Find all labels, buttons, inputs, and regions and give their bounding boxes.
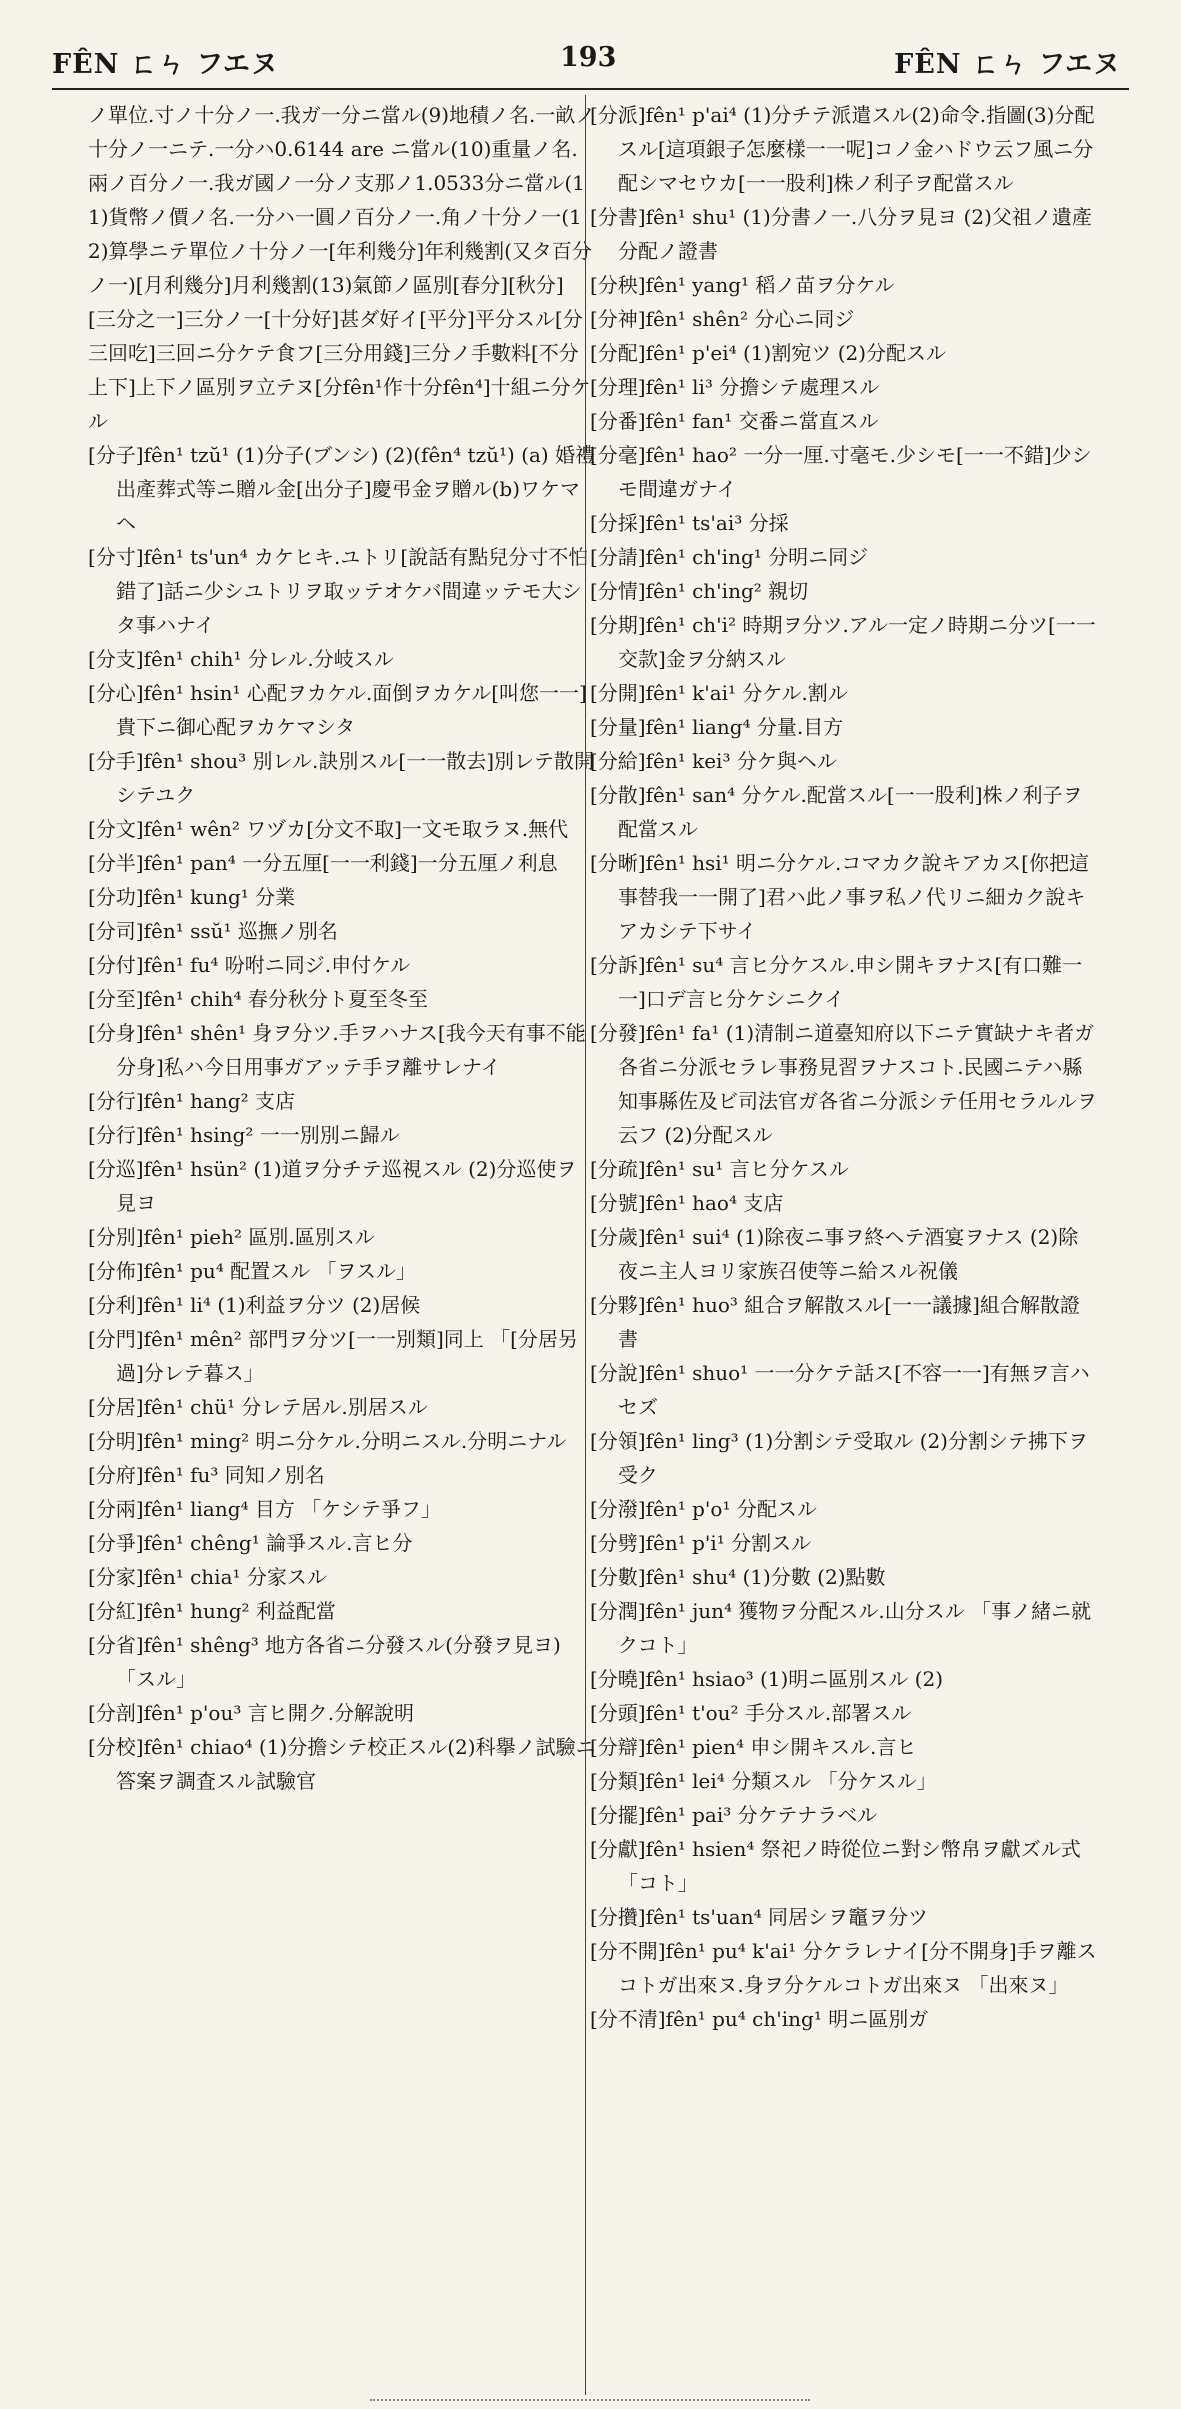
dictionary-entry: [分不開]fên¹ pu⁴ k'ai¹ 分ケラレナイ[分不開身]手ヲ離スコトガ出來ヌ.身ヲ分ケルコトガ出來ヌ 「出來ヌ」: [590, 1939, 1097, 1997]
dictionary-entry: [分書]fên¹ shu¹ (1)分書ノ一.八分ヲ見ヨ (2)父祖ノ遺產分配ノ證書: [590, 205, 1092, 263]
dictionary-entry: [分佈]fên¹ pu⁴ 配置スル 「ヲスル」: [88, 1259, 416, 1283]
dictionary-entry: [分半]fên¹ pan⁴ 一分五厘[一一利錢]一分五厘ノ利息: [88, 851, 558, 875]
dictionary-entry: [分攢]fên¹ ts'uan⁴ 同居シヲ竈ヲ分ツ: [590, 1905, 928, 1929]
dictionary-entry: [分晰]fên¹ hsi¹ 明ニ分ケル.コマカク說キアカス[你把這事替我一一開了]君ハ此ノ事ヲ私ノ代リニ細カク說キアカシテ下サイ: [590, 851, 1089, 943]
dictionary-entry: [分夥]fên¹ huo³ 組合ヲ解散スル[一一議據]組合解散證書: [590, 1293, 1080, 1351]
dictionary-entry: [分採]fên¹ ts'ai³ 分採: [590, 511, 789, 535]
dictionary-entry: [分給]fên¹ kei³ 分ケ與ヘル: [590, 749, 837, 773]
dictionary-entry: [分剖]fên¹ p'ou³ 言ヒ開ク.分解說明: [88, 1701, 415, 1725]
dictionary-entry: [分支]fên¹ chih¹ 分レル.分岐スル: [88, 647, 394, 671]
header-right-guide-word: FÊN ㄈㄣ フエヌ: [894, 49, 1121, 80]
dictionary-entry: [分門]fên¹ mên² 部門ヲ分ツ[一一別類]同上 「[分居另過]分レテ暮ス」: [88, 1327, 578, 1385]
dictionary-entry: [分歲]fên¹ sui⁴ (1)除夜ニ事ヲ終ヘテ酒宴ヲナス (2)除夜ニ主人ヨリ家族召使等ニ給スル祝儀: [590, 1225, 1079, 1283]
dictionary-entry: [分子]fên¹ tzŭ¹ (1)分子(ブンシ) (2)(fên⁴ tzŭ¹) (a) 婚禮出產葬式等ニ贈ル金[出分子]慶弔金ヲ贈ル(b)ワケマヘ: [88, 443, 596, 535]
dictionary-entry: [分行]fên¹ hsing² 一一別別ニ歸ル: [88, 1123, 400, 1147]
dictionary-entry: [分情]fên¹ ch'ing² 親切: [590, 579, 809, 603]
dictionary-entry: [分發]fên¹ fa¹ (1)清制ニ道臺知府以下ニテ實缺ナキ者ガ各省ニ分派セラレ事務見習ヲナスコト.民國ニテハ縣知事縣佐及ビ司法官ガ各省ニ分派シテ任用セラルルヲ云フ (2)分配スル: [590, 1021, 1097, 1147]
dictionary-entry: [分領]fên¹ ling³ (1)分割シテ受取ル (2)分割シテ拂下ヲ受ク: [590, 1429, 1088, 1487]
dictionary-entry: [分功]fên¹ kung¹ 分業: [88, 885, 296, 909]
dictionary-entry: ノ單位.寸ノ十分ノ一.我ガ一分ニ當ル(9)地積ノ名.一畝ノ十分ノ一ニテ.一分ハ0.6144 are ニ當ル(10)重量ノ名.兩ノ百分ノ一.我ガ國ノ一分ノ支那ノ1.0533分ニ當ル(11)貨幣ノ價ノ名.一分ハ一圓ノ百分ノ一.角ノ十分ノ一(12)算學ニテ單位ノ十分ノ一[年利幾分]年利幾割(又タ百分ノ一)[月利幾分]月利幾割(13)氣節ノ區別[春分][秋分] [三分之一]三分ノ一[十分好]甚ダ好イ[平分]平分スル[分三回吃]三回ニ分ケテ食フ[三分用錢]三分ノ手數料[不分上下]上下ノ區別ヲ立テヌ[分fên¹作十分fên⁴]十組ニ分ケル: [88, 103, 596, 433]
dictionary-entry: [分數]fên¹ shu⁴ (1)分數 (2)點數: [590, 1565, 886, 1589]
dictionary-entry: [分頭]fên¹ t'ou² 手分スル.部署スル: [590, 1701, 912, 1725]
dictionary-entry: [分紅]fên¹ hung² 利益配當: [88, 1599, 336, 1623]
dictionary-entry: [分擺]fên¹ pai³ 分ケテナラベル: [590, 1803, 878, 1827]
left-column: [88, 98, 596, 2398]
dictionary-entry: [分心]fên¹ hsin¹ 心配ヲカケル.面倒ヲカケル[叫您一一]貴下ニ御心配ヲカケマシタ: [88, 681, 587, 739]
dictionary-entry: [分曉]fên¹ hsiao³ (1)明ニ區別スル (2): [590, 1667, 943, 1691]
dictionary-entry: [分寸]fên¹ ts'un⁴ カケヒキ.ユトリ[說話有點兒分寸不怕錯了]話ニ少シユトリヲ取ッテオケバ間違ッテモ大シタ事ハナイ: [88, 545, 589, 637]
dictionary-entry: [分至]fên¹ chih⁴ 春分秋分ト夏至冬至: [88, 987, 428, 1011]
dictionary-entry: [分府]fên¹ fu³ 同知ノ別名: [88, 1463, 325, 1487]
dictionary-entry: [分量]fên¹ liang⁴ 分量.目方: [590, 715, 844, 739]
dictionary-entry: [分付]fên¹ fu⁴ 吩咐ニ同ジ.申付ケル: [88, 953, 411, 977]
dictionary-entry: [分潤]fên¹ jun⁴ 獲物ヲ分配スル.山分スル 「事ノ緒ニ就クコト」: [590, 1599, 1092, 1657]
dictionary-entry: [分疏]fên¹ su¹ 言ヒ分ケスル: [590, 1157, 849, 1181]
dictionary-entry: [分巡]fên¹ hsün² (1)道ヲ分チテ巡視スル (2)分巡使ヲ見ヨ: [88, 1157, 577, 1215]
dictionary-entry: [分省]fên¹ shêng³ 地方各省ニ分發スル(分發ヲ見ヨ) 「スル」: [88, 1633, 561, 1691]
dictionary-entry: [分類]fên¹ lei⁴ 分類スル 「分ケスル」: [590, 1769, 937, 1793]
dictionary-entry: [分行]fên¹ hang² 支店: [88, 1089, 295, 1113]
dictionary-entry: [分秧]fên¹ yang¹ 稻ノ苗ヲ分ケル: [590, 273, 895, 297]
dictionary-entry: [分不清]fên¹ pu⁴ ch'ing¹ 明ニ區別ガ: [590, 2007, 929, 2031]
dictionary-entry: [分明]fên¹ ming² 明ニ分ケル.分明ニスル.分明ニナル: [88, 1429, 567, 1453]
dictionary-entry: [分兩]fên¹ liang⁴ 目方 「ケシテ爭フ」: [88, 1497, 441, 1521]
dictionary-entry: [分毫]fên¹ hao² 一分一厘.寸毫モ.少シモ[一一不錯]少シモ間違ガナイ: [590, 443, 1092, 501]
dictionary-entry: [分手]fên¹ shou³ 別レル.訣別スル[一一散去]別レテ散開シテユク: [88, 749, 595, 807]
dictionary-entry: [分番]fên¹ fan¹ 交番ニ當直スル: [590, 409, 879, 433]
dictionary-entry: [分開]fên¹ k'ai¹ 分ケル.割ル: [590, 681, 848, 705]
dictionary-entry: [分劈]fên¹ p'i¹ 分割スル: [590, 1531, 812, 1555]
dictionary-entry: [分派]fên¹ p'ai⁴ (1)分チテ派遣スル(2)命令.指圖(3)分配スル[這項銀子怎麼樣一一呢]コノ金ハドウ云フ風ニ分配シマセウカ[一一股利]株ノ利子ヲ配當スル: [590, 103, 1095, 195]
dictionary-entry: [分說]fên¹ shuo¹ 一一分ケテ話ス[不容一一]有無ヲ言ハセズ: [590, 1361, 1090, 1419]
dictionary-entry: [分校]fên¹ chiao⁴ (1)分擔シテ校正スル(2)科擧ノ試驗ニ答案ヲ調査スル試驗官: [88, 1735, 596, 1793]
dictionary-entry: [分獻]fên¹ hsien⁴ 祭祀ノ時從位ニ對シ幣帛ヲ獻ズル式 「コト」: [590, 1837, 1081, 1895]
dictionary-entry: [分身]fên¹ shên¹ 身ヲ分ツ.手ヲハナス[我今天有事不能分身]私ハ今日用事ガアッテ手ヲ離サレナイ: [88, 1021, 586, 1079]
dictionary-entry: [分配]fên¹ p'ei⁴ (1)割宛ツ (2)分配スル: [590, 341, 947, 365]
dictionary-entry: [分潑]fên¹ p'o¹ 分配スル: [590, 1497, 817, 1521]
dictionary-entry: [分居]fên¹ chü¹ 分レテ居ル.別居スル: [88, 1395, 428, 1419]
dictionary-entry: [分別]fên¹ pieh² 區別.區別スル: [88, 1225, 375, 1249]
dictionary-entry: [分理]fên¹ li³ 分擔シテ處理スル: [590, 375, 880, 399]
dictionary-entry: [分散]fên¹ san⁴ 分ケル.配當スル[一一股利]株ノ利子ヲ配當スル: [590, 783, 1083, 841]
dictionary-entry: [分請]fên¹ ch'ing¹ 分明ニ同ジ: [590, 545, 869, 569]
page-header: [0, 0, 1181, 90]
dictionary-entry: [分家]fên¹ chia¹ 分家スル: [88, 1565, 327, 1589]
footer-rule: [370, 2399, 810, 2403]
dictionary-entry: [分司]fên¹ ssŭ¹ 巡撫ノ別名: [88, 919, 338, 943]
right-column: [590, 98, 1098, 2398]
dictionary-entry: [分利]fên¹ li⁴ (1)利益ヲ分ツ (2)居候: [88, 1293, 421, 1317]
dictionary-entry: [分訴]fên¹ su⁴ 言ヒ分ケスル.申シ開キヲナス[有口難一一]口デ言ヒ分ケシニクイ: [590, 953, 1083, 1011]
header-rule: [52, 88, 1129, 90]
page-number: 193: [560, 42, 617, 73]
dictionary-entry: [分辯]fên¹ pien⁴ 申シ開キスル.言ヒ: [590, 1735, 917, 1759]
dictionary-entry: [分爭]fên¹ chêng¹ 論爭スル.言ヒ分: [88, 1531, 413, 1555]
header-left-guide-word: FÊN ㄈㄣ フエヌ: [52, 49, 279, 80]
column-divider: [585, 95, 586, 2395]
dictionary-entry: [分號]fên¹ hao⁴ 支店: [590, 1191, 784, 1215]
dictionary-entry: [分期]fên¹ ch'i² 時期ヲ分ツ.アル一定ノ時期ニ分ツ[一一交款]金ヲ分納スル: [590, 613, 1096, 671]
dictionary-entry: [分神]fên¹ shên² 分心ニ同ジ: [590, 307, 855, 331]
dictionary-entry: [分文]fên¹ wên² ワヅカ[分文不取]一文モ取ラヌ.無代: [88, 817, 569, 841]
